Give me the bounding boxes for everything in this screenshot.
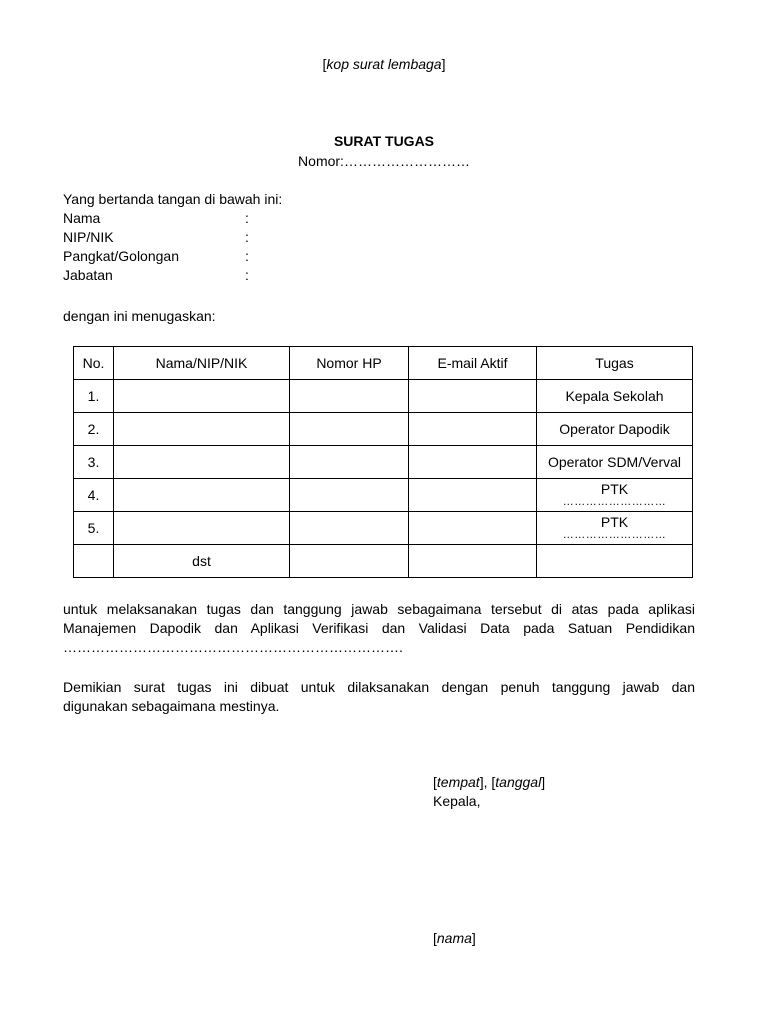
cell-tugas <box>537 479 693 512</box>
intro-text: Yang bertanda tangan di bawah ini: <box>63 191 283 207</box>
bracket-close: ] <box>441 56 446 72</box>
field-label: NIP/NIK <box>63 229 114 245</box>
tugas-dots: ……………………… <box>562 496 667 508</box>
cell-nomor-hp <box>290 446 409 479</box>
table-row <box>74 512 693 545</box>
cell-nomor-hp <box>290 512 409 545</box>
document-number: Nomor:……………………… <box>298 153 470 169</box>
kop-surat-text: kop surat lembaga <box>326 56 442 72</box>
cell-email <box>409 380 537 413</box>
paragraph-line: untuk melaksanakan tugas dan tanggung jawab sebagaimana tersebut di atas pada aplikasi <box>63 601 695 617</box>
cell-tugas <box>537 512 693 545</box>
paragraph-line: Demikian surat tugas ini dibuat untuk dilaksanakan dengan penuh tanggung jawab dan <box>63 679 695 695</box>
field-nama <box>63 209 263 228</box>
document-title: SURAT TUGAS <box>333 133 435 149</box>
paragraph-line: ………………………………………………………………. <box>63 639 403 655</box>
header-email: E-mail Aktif <box>409 347 537 380</box>
cell-email <box>409 446 537 479</box>
assign-text: dengan ini menugaskan: <box>63 308 216 324</box>
header-nama: Nama/NIP/NIK <box>114 347 290 380</box>
cell-nama <box>114 512 290 545</box>
cell-tugas: Operator SDM/Verval <box>537 446 693 479</box>
cell-nomor-hp <box>290 413 409 446</box>
table-row <box>74 413 693 446</box>
signature-place-date <box>433 773 545 792</box>
bracket-close: ] <box>471 930 476 946</box>
field-label: Nama <box>63 210 101 226</box>
field-separator: : <box>245 210 249 226</box>
table-row <box>74 446 693 479</box>
cell-nama <box>114 479 290 512</box>
cell-no: 2. <box>74 413 114 446</box>
tugas-dots: ……………………… <box>562 529 667 541</box>
cell-email <box>409 413 537 446</box>
kop-surat-placeholder <box>0 55 768 74</box>
cell-nomor-hp <box>290 380 409 413</box>
bracket-open: [ <box>322 56 327 72</box>
field-label: Jabatan <box>63 267 113 283</box>
closing-paragraph <box>63 678 695 716</box>
signature-role: Kepala, <box>433 793 481 809</box>
cell-no: 4. <box>74 479 114 512</box>
cell-nama <box>114 380 290 413</box>
header-tugas: Tugas <box>537 347 693 380</box>
field-separator: : <box>245 229 249 245</box>
bracket-close: ] <box>541 774 546 790</box>
date-placeholder: tanggal <box>495 774 542 790</box>
cell-tugas: Operator Dapodik <box>537 413 693 446</box>
field-separator: : <box>245 248 249 264</box>
signature-name <box>433 929 476 948</box>
field-nip-nik <box>63 228 263 247</box>
bracket-open: [ <box>433 774 437 790</box>
cell-no: 5. <box>74 512 114 545</box>
cell-email <box>409 545 537 578</box>
header-nomor-hp: Nomor HP <box>290 347 409 380</box>
cell-no: 3. <box>74 446 114 479</box>
cell-tugas: Kepala Sekolah <box>537 380 693 413</box>
name-placeholder: nama <box>436 930 472 946</box>
cell-nama: dst <box>114 545 290 578</box>
bracket-open: [ <box>433 930 437 946</box>
table-row <box>74 479 693 512</box>
cell-nomor-hp <box>290 545 409 578</box>
cell-email <box>409 512 537 545</box>
cell-email <box>409 479 537 512</box>
cell-no <box>74 545 114 578</box>
field-jabatan <box>63 266 263 285</box>
table-header-row <box>74 347 693 380</box>
tugas-label: PTK <box>600 514 629 530</box>
cell-nama <box>114 413 290 446</box>
cell-no: 1. <box>74 380 114 413</box>
field-separator: : <box>245 267 249 283</box>
field-label: Pangkat/Golongan <box>63 248 179 264</box>
table-row <box>74 545 693 578</box>
header-no: No. <box>74 347 114 380</box>
field-pangkat-golongan <box>63 247 263 266</box>
task-paragraph <box>63 600 695 657</box>
paragraph-line: Manajemen Dapodik dan Aplikasi Verifikasi dan Validasi Data pada Satuan Pendidikan <box>63 620 695 636</box>
cell-nomor-hp <box>290 479 409 512</box>
place-placeholder: tempat <box>436 774 480 790</box>
bracket-separator: ], [ <box>479 774 496 790</box>
cell-tugas <box>537 545 693 578</box>
paragraph-line: digunakan sebagaimana mestinya. <box>63 698 280 714</box>
assignment-table <box>73 346 693 578</box>
table-row <box>74 380 693 413</box>
cell-nama <box>114 446 290 479</box>
tugas-label: PTK <box>600 481 629 497</box>
